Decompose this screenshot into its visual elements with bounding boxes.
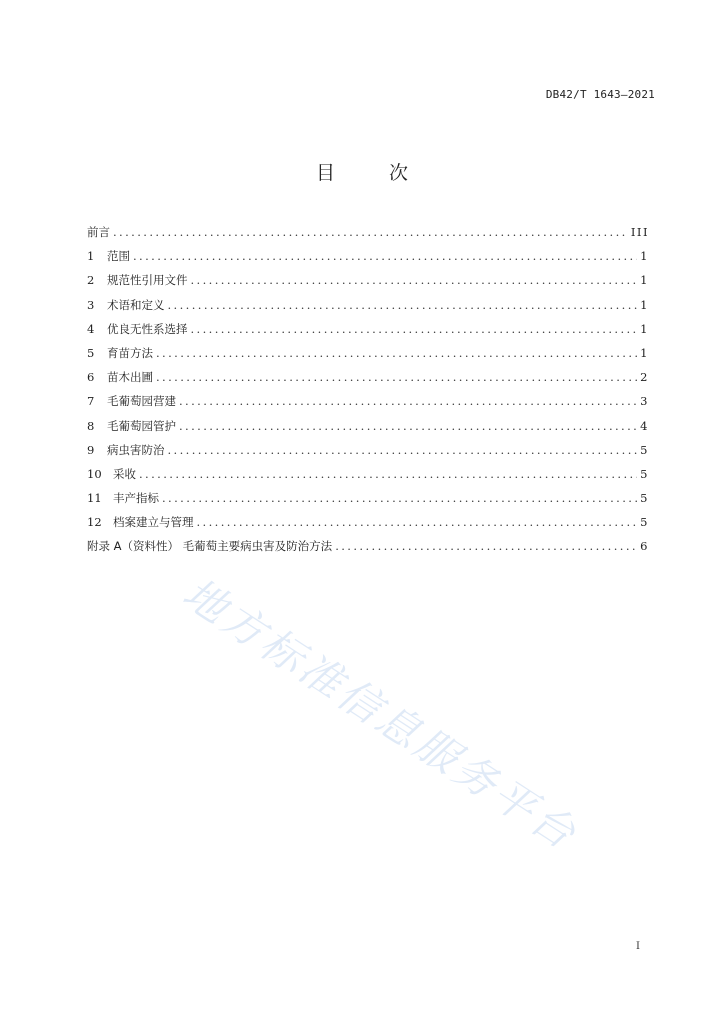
toc-page-number: 3 xyxy=(640,394,649,409)
toc-entry-5[interactable] xyxy=(87,343,649,367)
toc-page-number: 1 xyxy=(640,297,649,312)
toc-page-number: 4 xyxy=(640,418,649,433)
toc-number: 6 xyxy=(87,370,95,385)
toc-number: 7 xyxy=(87,394,95,409)
page-title: 目 次 xyxy=(315,162,433,184)
toc-page-number: 5 xyxy=(640,466,649,481)
toc-entry-10[interactable] xyxy=(87,464,649,488)
table-of-contents xyxy=(87,222,649,561)
page-number: I xyxy=(636,941,640,952)
toc-leader xyxy=(156,367,637,387)
toc-label: 毛葡萄园营建 xyxy=(107,394,176,409)
toc-leader xyxy=(191,319,638,339)
toc-label: 档案建立与管理 xyxy=(113,515,194,530)
toc-page-number: 2 xyxy=(640,370,649,385)
toc-page-number: 1 xyxy=(640,345,649,360)
toc-number: 3 xyxy=(87,297,95,312)
toc-leader xyxy=(179,416,637,436)
toc-number: 1 xyxy=(87,249,95,264)
toc-entry-1[interactable] xyxy=(87,246,649,270)
toc-label: 范围 xyxy=(107,249,130,264)
toc-leader xyxy=(133,246,637,266)
toc-leader xyxy=(335,536,637,556)
toc-number: 5 xyxy=(87,345,95,360)
toc-number: 10 xyxy=(87,466,102,481)
toc-entry-6[interactable] xyxy=(87,367,649,391)
toc-page-number: 1 xyxy=(640,321,649,336)
toc-label: 术语和定义 xyxy=(107,297,165,312)
toc-label: 采收 xyxy=(113,466,136,481)
toc-label: 规范性引用文件 xyxy=(107,273,188,288)
toc-label: 优良无性系选择 xyxy=(107,321,188,336)
toc-entry-4[interactable] xyxy=(87,319,649,343)
toc-page-number: 5 xyxy=(640,515,649,530)
toc-page-number: 6 xyxy=(640,539,649,554)
toc-leader xyxy=(191,270,638,290)
watermark: 地方标准信息服务平台 xyxy=(174,568,587,860)
toc-leader xyxy=(168,295,638,315)
toc-entry-12[interactable] xyxy=(87,512,649,536)
toc-leader xyxy=(113,222,628,242)
toc-entry-3[interactable] xyxy=(87,295,649,319)
toc-entry-8[interactable] xyxy=(87,416,649,440)
toc-page-number: III xyxy=(630,225,649,239)
toc-number: 2 xyxy=(87,273,95,288)
toc-label: 育苗方法 xyxy=(107,345,153,360)
toc-page-number: 5 xyxy=(640,491,649,506)
toc-number: 12 xyxy=(87,515,102,530)
toc-number: 4 xyxy=(87,321,95,336)
toc-page-number: 1 xyxy=(640,249,649,264)
toc-leader xyxy=(179,391,637,411)
standard-code: DB42/T 1643—2021 xyxy=(545,88,655,101)
toc-leader xyxy=(162,488,637,508)
toc-leader xyxy=(168,440,638,460)
toc-page-number: 1 xyxy=(640,273,649,288)
toc-entry-foreword[interactable] xyxy=(87,222,649,246)
toc-label: 前言 xyxy=(87,225,110,239)
toc-leader xyxy=(156,343,637,363)
toc-leader xyxy=(197,512,638,532)
toc-entry-2[interactable] xyxy=(87,270,649,294)
toc-leader xyxy=(139,464,637,484)
toc-entry-appendix-a[interactable] xyxy=(87,536,649,560)
toc-label: 苗木出圃 xyxy=(107,370,153,385)
toc-entry-9[interactable] xyxy=(87,440,649,464)
toc-label: 病虫害防治 xyxy=(107,442,165,457)
toc-label: 附录 A（资料性） 毛葡萄主要病虫害及防治方法 xyxy=(87,539,333,554)
toc-number: 9 xyxy=(87,442,95,457)
toc-label: 丰产指标 xyxy=(113,491,159,506)
toc-page-number: 5 xyxy=(640,442,649,457)
toc-entry-7[interactable] xyxy=(87,391,649,415)
toc-label: 毛葡萄园管护 xyxy=(107,418,176,433)
toc-entry-11[interactable] xyxy=(87,488,649,512)
toc-number: 8 xyxy=(87,418,95,433)
toc-number: 11 xyxy=(87,491,102,506)
